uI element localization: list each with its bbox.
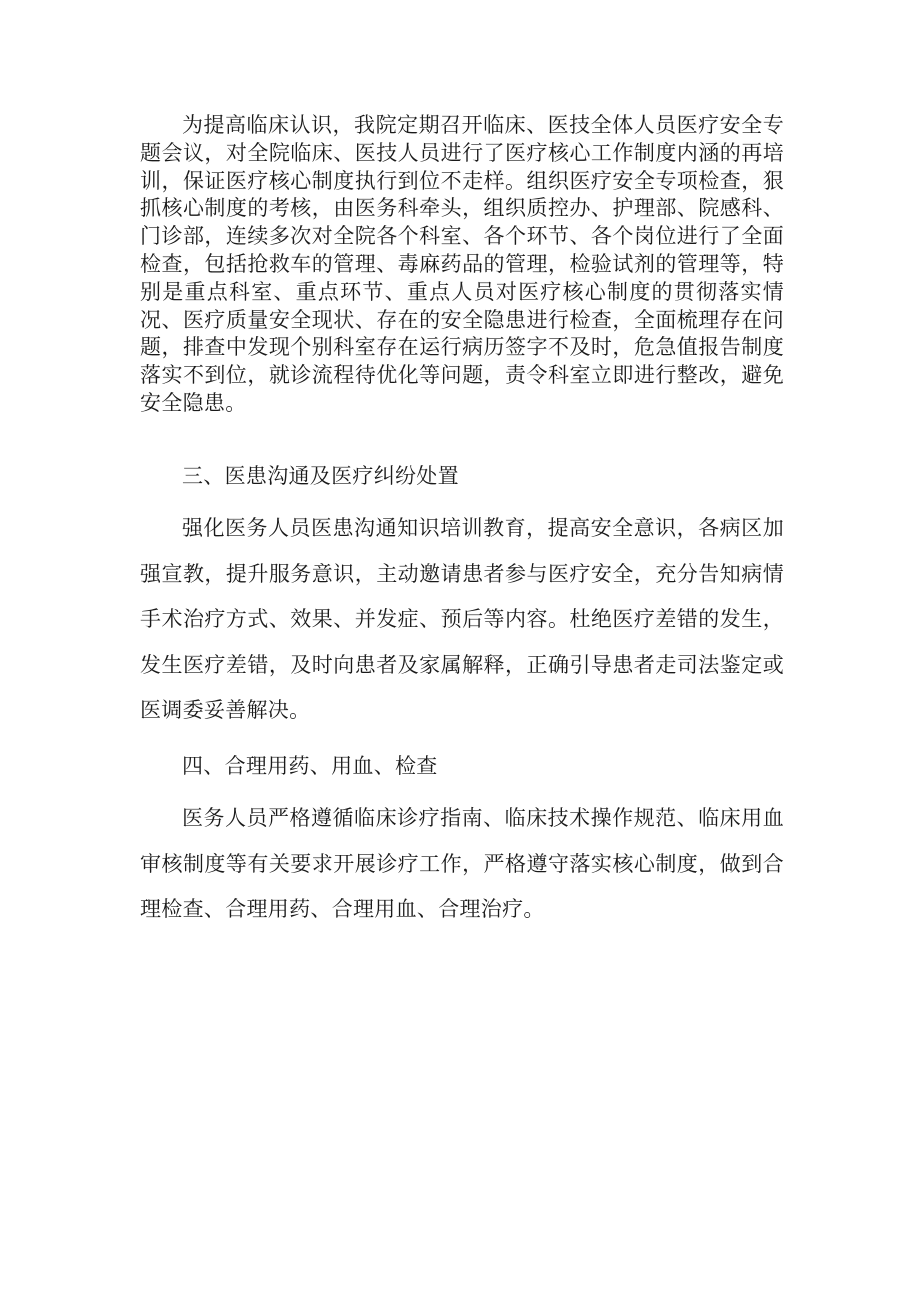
section-heading-doctor-patient-communication: 三、医患沟通及医疗纠纷处置 bbox=[182, 464, 459, 488]
body-paragraph-clinical-awareness: 为提高临床认识，我院定期召开临床、医技全体人员医疗安全专题会议，对全院临床、医技人员进行了医疗核心工作制度内涵的再培训，保证医疗核心制度执行到位不走样。组织医疗安全专项检查，狠抓核心制度的考核，由医务科牵头，组织质控办、护理部、院感科、门诊部，连续多次对全院各个科室、各个环节、各个岗位进行了全面检查，包括抢救车的管理、毒麻药品的管理，检验试剂的管理等，特别是重点科室、重点环节、重点人员对医疗核心制度的贯彻落实情况、医疗质量安全现状、存在的安全隐患进行检查，全面梳理存在问题，排查中发现个别科室存在运行病历签字不及时，危急值报告制度落实不到位，就诊流程待优化等问题，责令科室立即进行整改，避免安全隐患。 bbox=[140, 113, 784, 415]
body-paragraph-clinical-guidelines: 医务人员严格遵循临床诊疗指南、临床技术操作规范、临床用血审核制度等有关要求开展诊疗工作，严格遵守落实核心制度，做到合理检查、合理用药、合理用血、合理治疗。 bbox=[140, 806, 784, 921]
section-heading-rational-medication: 四、合理用药、用血、检查 bbox=[182, 754, 438, 778]
body-paragraph-communication-training: 强化医务人员医患沟通知识培训教育，提高安全意识，各病区加强宣教，提升服务意识，主动邀请患者参与医疗安全，充分告知病情手术治疗方式、效果、并发症、预后等内容。杜绝医疗差错的发生，发生医疗差错，及时向患者及家属解释，正确引导患者走司法鉴定或医调委妥善解决。 bbox=[140, 516, 784, 722]
